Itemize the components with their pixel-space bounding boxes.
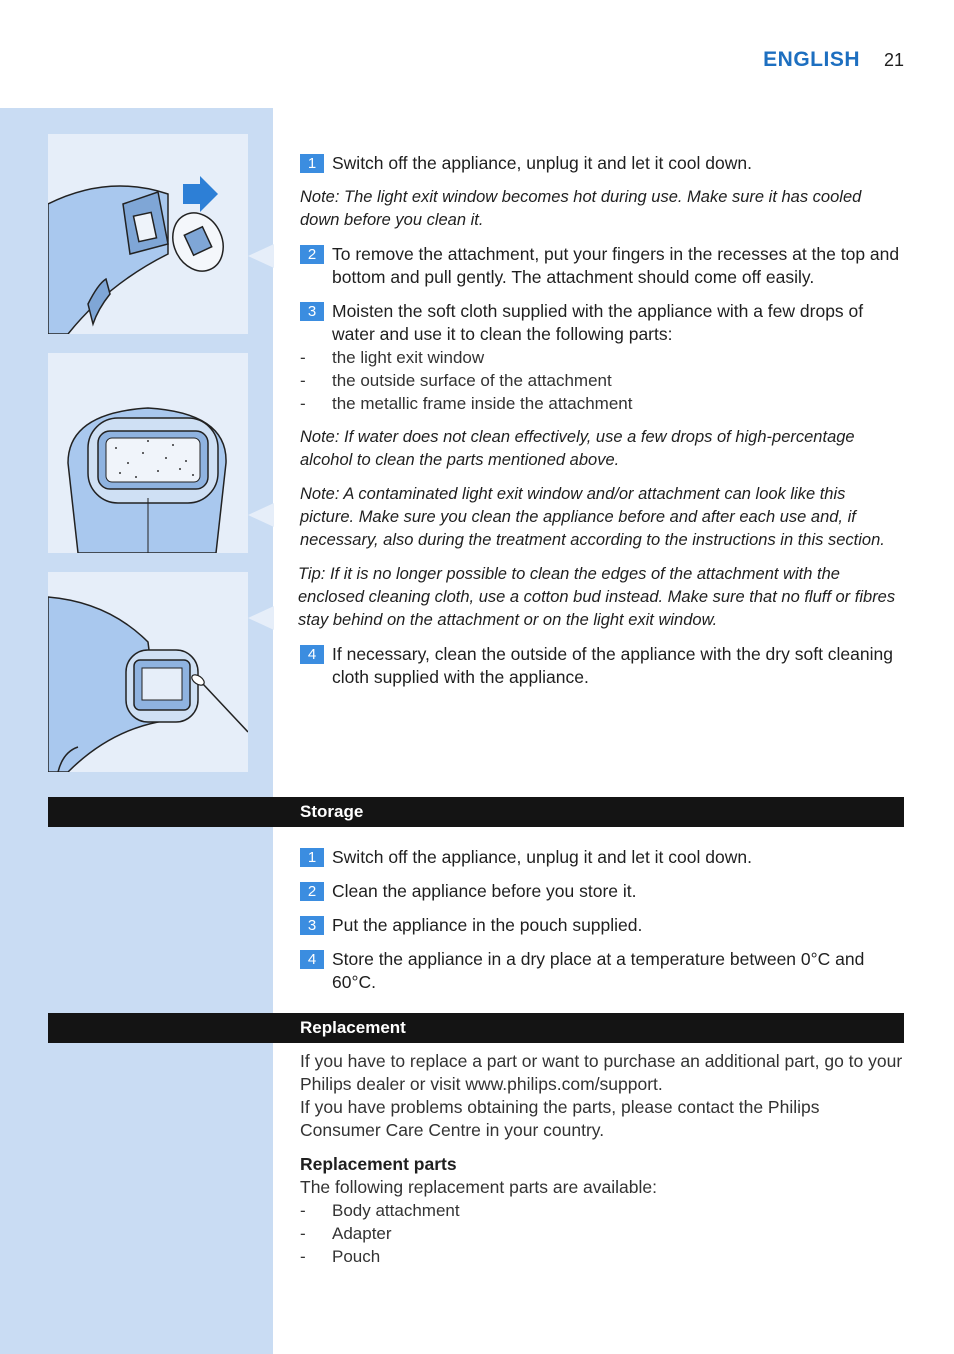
storage-section (300, 846, 904, 1005)
section-heading-replacement: Replacement (48, 1013, 904, 1043)
step-text: Store the appliance in a dry place at a temperature between 0°C and 60°C. (332, 949, 865, 992)
note-text: Note: The light exit window becomes hot during use. Make sure it has cooled down before you clean it. (300, 188, 862, 229)
step-item (300, 880, 904, 903)
step-number: 2 (300, 882, 324, 901)
step-number: 1 (300, 848, 324, 867)
illustration-cotton-bud (48, 572, 248, 772)
step-item (300, 243, 904, 289)
parts-list (300, 346, 904, 415)
step-item (300, 948, 904, 994)
language-label: ENGLISH (763, 48, 860, 71)
note-text: Note: If water does not clean effectively, use a few drops of high-percentage alcohol to clean the parts mentioned above. (300, 428, 855, 469)
subheading: Replacement parts (300, 1154, 457, 1174)
appliance-window-icon (48, 353, 248, 553)
step-number: 4 (300, 645, 324, 664)
step-number: 3 (300, 302, 324, 321)
cleaning-section (300, 152, 904, 700)
step-text: Switch off the appliance, unplug it and let it cool down. (332, 153, 752, 173)
replacement-section (300, 1050, 904, 1279)
list-item: - Body attachment (300, 1199, 904, 1222)
list-item: - the metallic frame inside the attachment (300, 392, 904, 415)
step-item (300, 643, 904, 689)
step-item (300, 152, 904, 175)
step-text: Moisten the soft cloth supplied with the appliance with a few drops of water and use it to clean the following parts: (332, 301, 864, 344)
list-item: - Pouch (300, 1245, 904, 1268)
paragraph: If you have to replace a part or want to purchase an additional part, go to your Philips dealer or visit www.philips.com/support. (300, 1051, 903, 1094)
replacement-parts-list (300, 1199, 904, 1268)
page-number: 21 (883, 50, 904, 70)
list-item: - the light exit window (300, 346, 904, 369)
step-number: 1 (300, 154, 324, 173)
illustration-contaminated-window (48, 353, 248, 553)
step-number: 2 (300, 245, 324, 264)
tip-text: Tip: If it is no longer possible to clean the edges of the attachment with the enclosed cleaning cloth, use a cotton bud instead. Make sure that no fluff or fibres stay behind on the attachment or on the light exit window. (298, 565, 896, 629)
note-text: Note: A contaminated light exit window and/or attachment can look like this picture. Make sure you clean the appliance before and after each use and, if necessary, also during the treatment according to the instructions in this section. (300, 485, 885, 549)
step-text: Switch off the appliance, unplug it and let it cool down. (332, 847, 752, 867)
illustration-pointer (248, 503, 274, 527)
step-number: 3 (300, 916, 324, 935)
list-item: - Adapter (300, 1222, 904, 1245)
step-text: If necessary, clean the outside of the appliance with the dry soft cleaning cloth supplied with the appliance. (332, 644, 893, 687)
paragraph: If you have problems obtaining the parts, please contact the Philips Consumer Care Centre in your country. (300, 1097, 820, 1140)
step-text: To remove the attachment, put your fingers in the recesses at the top and bottom and pull gently. The attachment should come off easily. (332, 244, 900, 287)
illustration-pointer (248, 244, 274, 268)
illustration-pointer (248, 606, 274, 630)
list-item: - the outside surface of the attachment (300, 369, 904, 392)
step-number: 4 (300, 950, 324, 969)
illustration-remove-attachment (48, 134, 248, 334)
appliance-remove-icon (48, 134, 248, 334)
step-text: Clean the appliance before you store it. (332, 881, 637, 901)
step-item (300, 300, 904, 346)
cotton-bud-icon (48, 572, 248, 772)
paragraph: The following replacement parts are available: (300, 1177, 657, 1197)
step-item (300, 846, 904, 869)
step-item (300, 914, 904, 937)
section-heading-storage: Storage (48, 797, 904, 827)
step-text: Put the appliance in the pouch supplied. (332, 915, 643, 935)
